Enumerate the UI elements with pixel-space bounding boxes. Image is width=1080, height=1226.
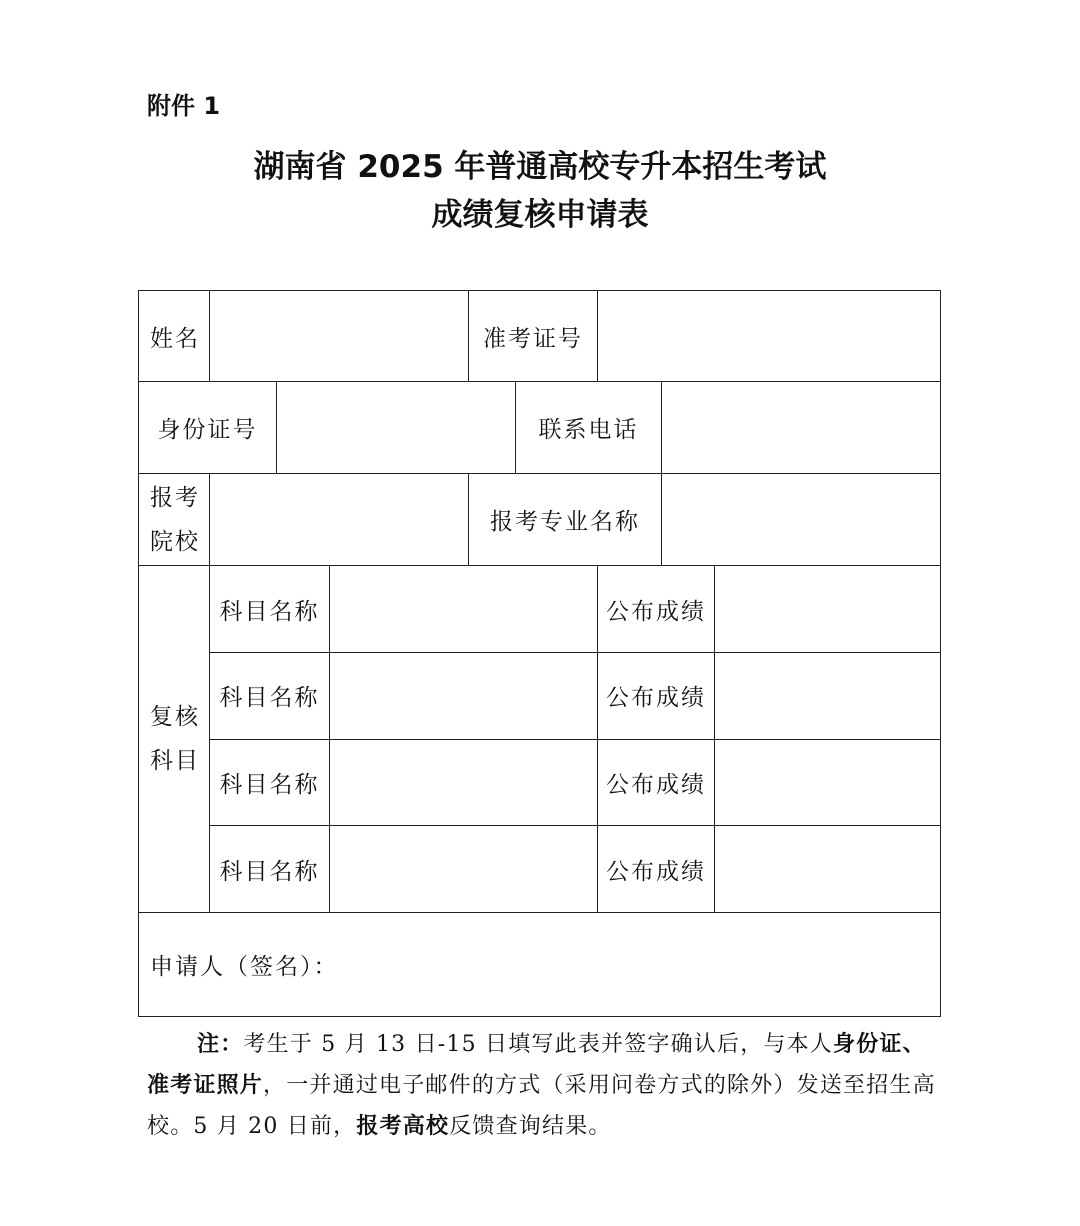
published-score-label: 公布成绩 <box>606 598 706 625</box>
published-score-label: 公布成绩 <box>606 685 706 711</box>
major-label: 报考专业名称 <box>490 509 640 535</box>
phone-field[interactable] <box>662 382 940 473</box>
attachment-label: 附件 1 <box>147 92 221 120</box>
phone-label: 联系电话 <box>538 417 639 443</box>
id-number-field[interactable] <box>277 382 515 473</box>
signature-field[interactable] <box>340 913 940 1016</box>
review-label-line1: 复核 <box>150 704 200 730</box>
note-prefix: 注： <box>197 1032 244 1057</box>
note-text-3: 反馈查询结果。 <box>449 1114 612 1139</box>
subject-name-field[interactable] <box>330 826 597 912</box>
note-required-docs: 身份证、准考证照片 <box>147 1032 926 1098</box>
subject-name-label: 科目名称 <box>219 598 320 625</box>
school-label-line1: 报考 <box>150 484 200 511</box>
review-subjects-label <box>150 565 200 913</box>
ticket-number-field[interactable] <box>598 291 940 381</box>
subject-name-field[interactable] <box>330 566 597 652</box>
note-text-1: 考生于 5 月 13 日-15 日填写此表并签字确认后，与本人 <box>243 1032 833 1057</box>
published-score-field[interactable] <box>715 653 940 739</box>
name-label: 姓名 <box>150 325 200 352</box>
ticket-number-label: 准考证号 <box>483 325 583 352</box>
form-title: 湖南省 2025 年普通高校专升本招生考试 <box>253 149 827 185</box>
form-subtitle: 成绩复核申请表 <box>431 197 649 233</box>
published-score-field[interactable] <box>715 826 940 912</box>
subject-name-field[interactable] <box>330 653 597 739</box>
review-label-line2: 科目 <box>150 748 200 774</box>
school-field[interactable] <box>210 474 468 565</box>
published-score-label: 公布成绩 <box>606 772 706 798</box>
note-school: 报考高校 <box>356 1114 450 1139</box>
note-text-2: ，一并通过电子邮件的方式（采用问卷方式的除外）发送至招生高校。5 月 20 日前， <box>147 1073 936 1139</box>
school-label-line2: 院校 <box>150 528 200 555</box>
subject-name-label: 科目名称 <box>219 858 320 885</box>
subject-name-label: 科目名称 <box>219 685 320 711</box>
school-label <box>150 473 200 566</box>
subject-name-label: 科目名称 <box>219 772 320 798</box>
major-field[interactable] <box>662 474 940 565</box>
subject-name-field[interactable] <box>330 740 597 825</box>
published-score-field[interactable] <box>715 566 940 652</box>
published-score-field[interactable] <box>715 740 940 825</box>
signature-label: 申请人（签名）： <box>150 954 339 980</box>
name-field[interactable] <box>210 291 468 381</box>
id-number-label: 身份证号 <box>157 417 258 443</box>
published-score-label: 公布成绩 <box>606 858 706 885</box>
form-note <box>147 1024 942 1147</box>
